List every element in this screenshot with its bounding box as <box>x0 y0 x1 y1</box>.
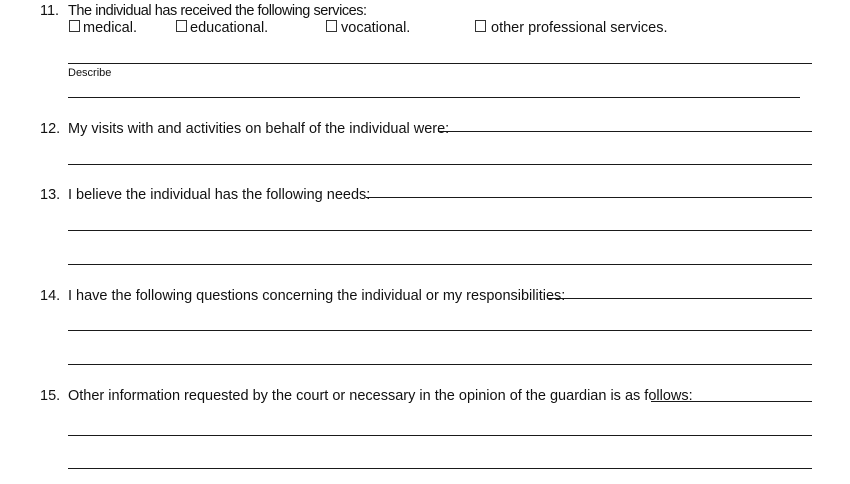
q15-line-2[interactable] <box>68 435 812 436</box>
q14-line-1[interactable] <box>548 298 812 299</box>
q14-line-3[interactable] <box>68 364 812 365</box>
q11-line-1[interactable] <box>68 63 812 64</box>
q13-prompt: I believe the individual has the following needs: <box>68 187 371 203</box>
medical-checkbox[interactable] <box>69 20 80 32</box>
describe-line[interactable] <box>68 97 800 98</box>
q14-prompt: I have the following questions concerning the individual or my responsibilities: <box>68 288 566 304</box>
q12-prompt: My visits with and activities on behalf of the individual were: <box>68 121 450 137</box>
q13-line-3[interactable] <box>68 264 812 265</box>
q11-number: 11. <box>40 3 60 19</box>
educational-label: educational. <box>190 20 269 36</box>
q15-prompt: Other information requested by the court or necessary in the opinion of the guardian is as follows: <box>68 388 693 404</box>
q15-number: 15. <box>40 388 61 404</box>
other-professional-checkbox[interactable] <box>475 20 486 32</box>
q13-line-1[interactable] <box>366 197 812 198</box>
q14-line-2[interactable] <box>68 330 812 331</box>
q13-line-2[interactable] <box>68 230 812 231</box>
q12-line-2[interactable] <box>68 164 812 165</box>
vocational-label: vocational. <box>341 20 411 36</box>
q14-number: 14. <box>40 288 61 304</box>
vocational-checkbox[interactable] <box>326 20 337 32</box>
educational-checkbox[interactable] <box>176 20 187 32</box>
q15-line-3[interactable] <box>68 468 812 469</box>
medical-label: medical. <box>83 20 137 36</box>
q11-prompt: The individual has received the following services: <box>68 3 367 19</box>
q15-line-1[interactable] <box>651 401 812 402</box>
q13-number: 13. <box>40 187 61 203</box>
describe-label: Describe <box>68 67 112 79</box>
q12-line-1[interactable] <box>438 131 812 132</box>
q12-number: 12. <box>40 121 61 137</box>
other-professional-label: other professional services. <box>491 20 668 36</box>
